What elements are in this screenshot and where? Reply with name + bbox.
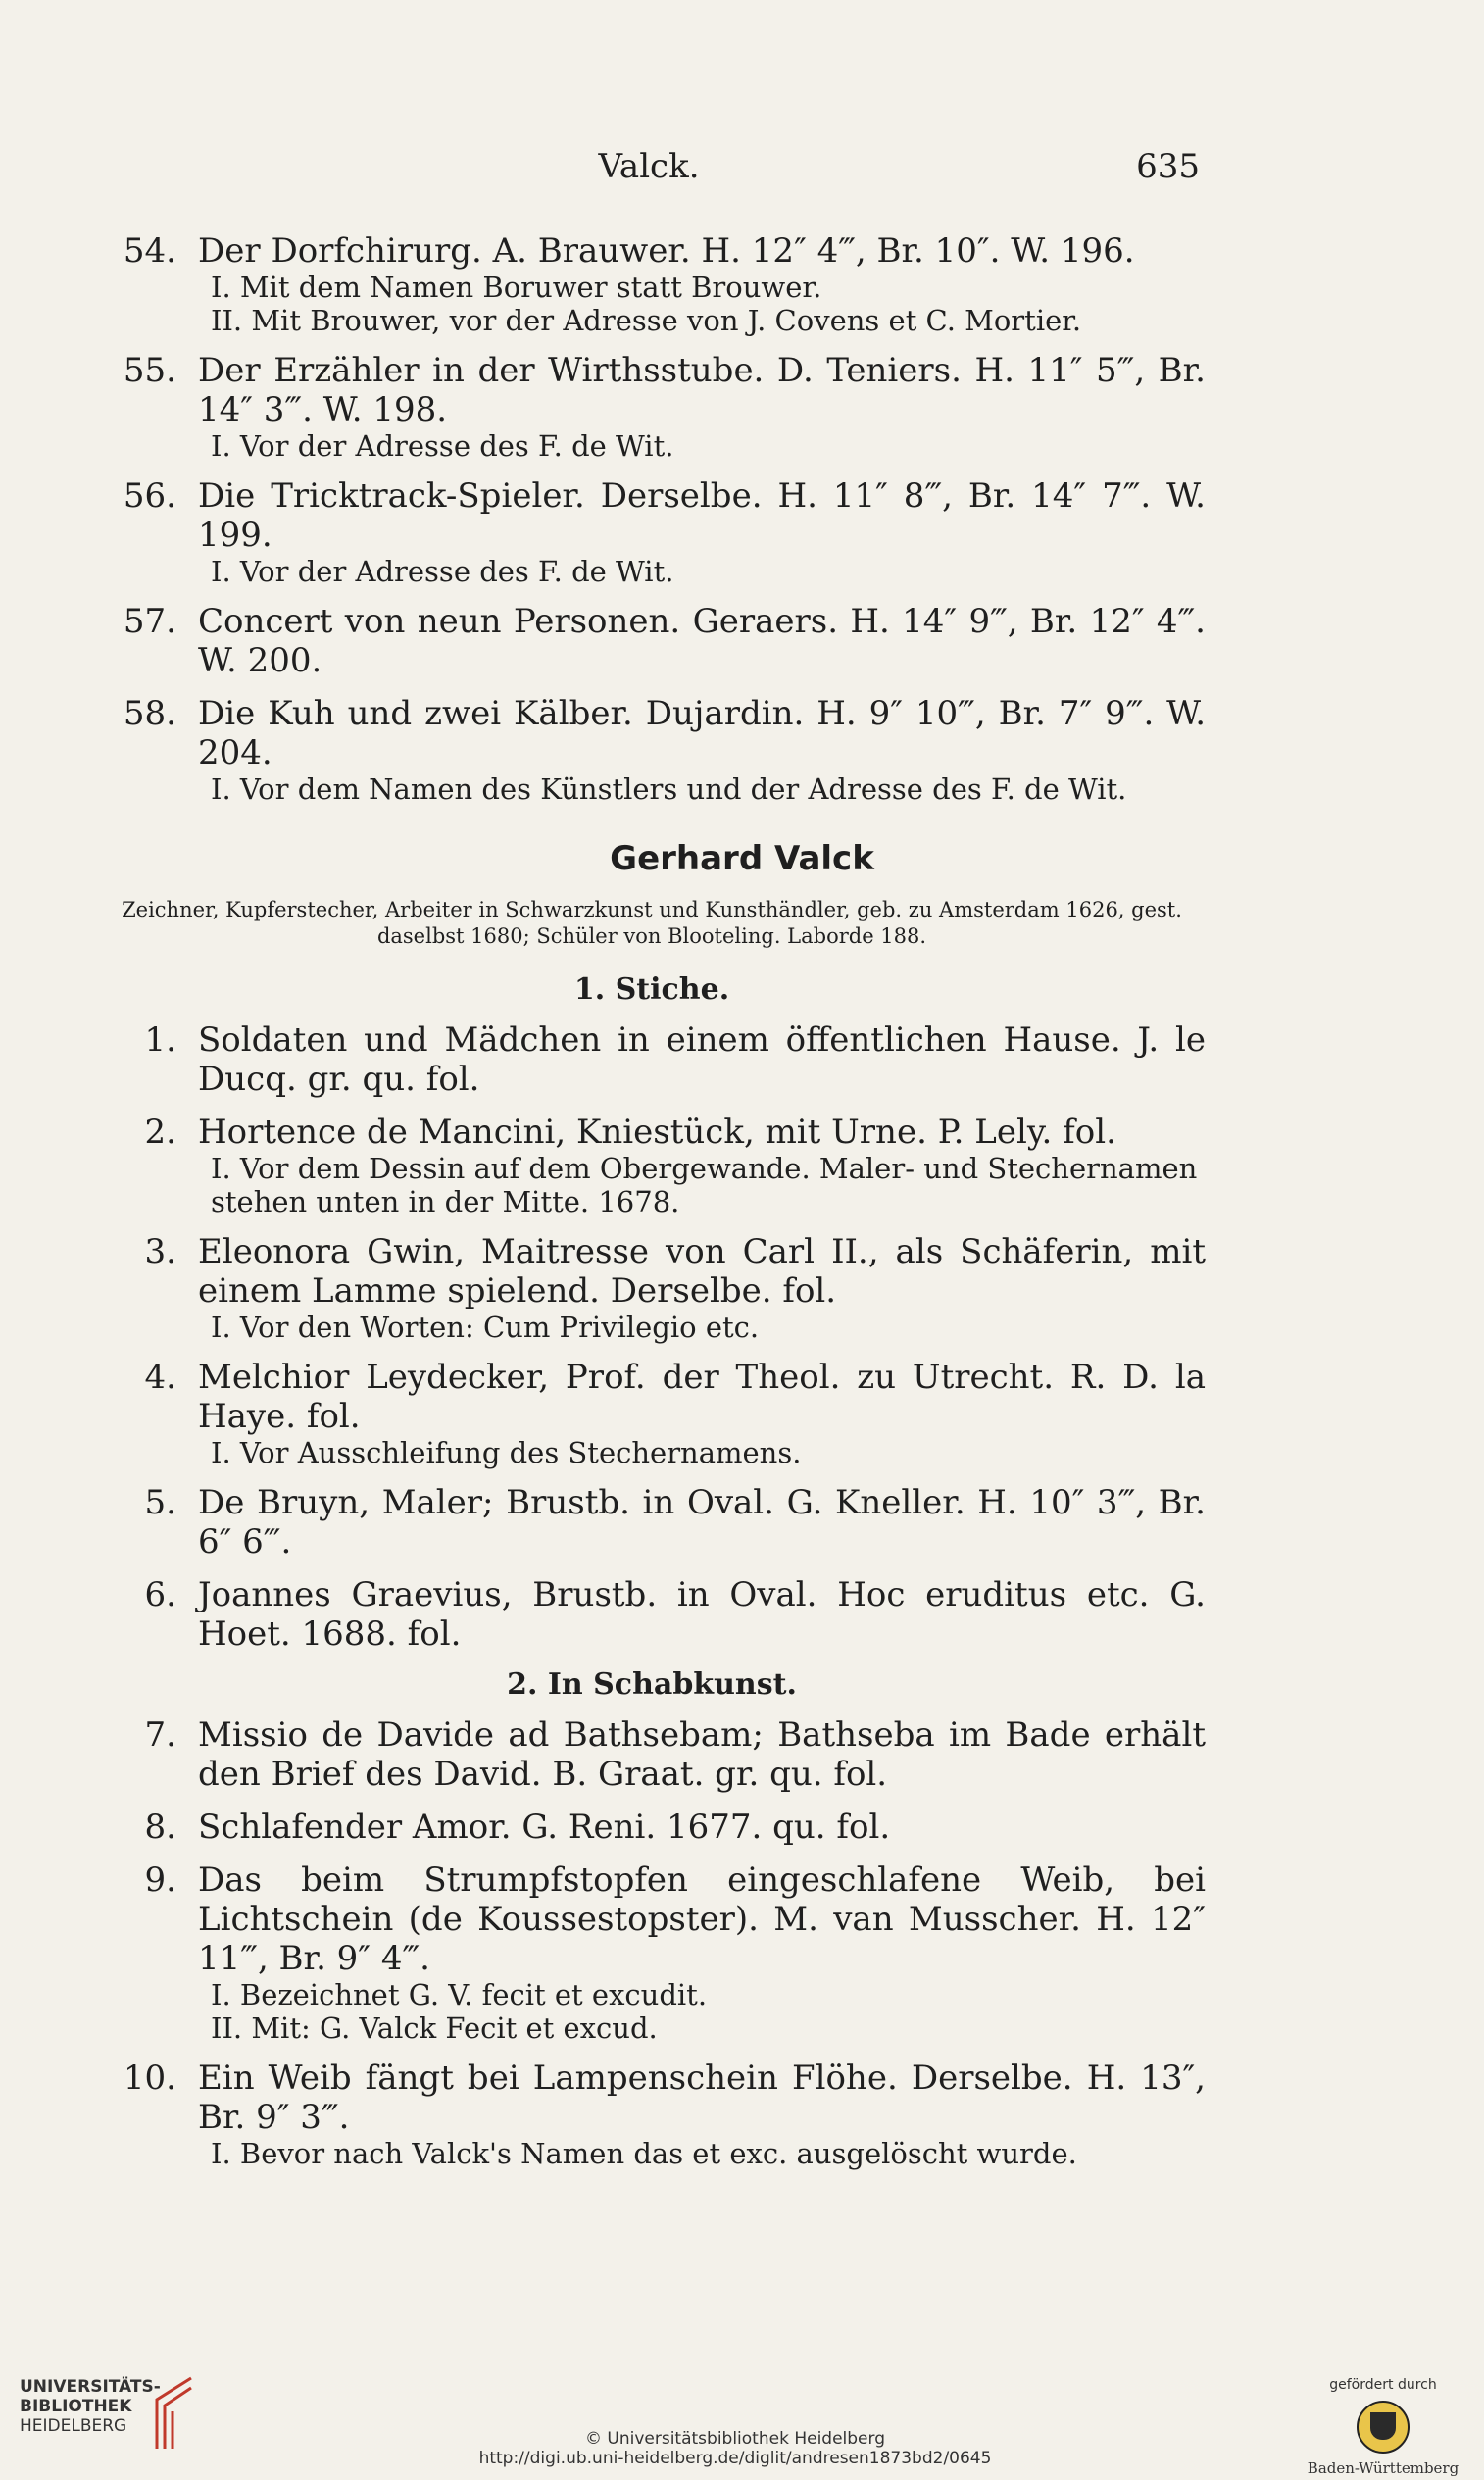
entry-line bbox=[98, 351, 1206, 429]
entry-number: 58. bbox=[123, 694, 176, 733]
entry-line bbox=[98, 1358, 1206, 1436]
entry-line bbox=[98, 476, 1206, 555]
entry-text: Die Kuh und zwei Kälber. Dujardin. H. 9″ 10‴, Br. 7″ 9‴. W. 204. bbox=[198, 694, 1206, 772]
entry-state: I. Vor dem Dessin auf dem Obergewande. Maler- und Stechernamen stehen unten in der Mitte. 1678. bbox=[211, 1152, 1198, 1218]
entry-line bbox=[98, 1575, 1206, 1654]
entry-number: 55. bbox=[123, 351, 176, 390]
entry-number: 4. bbox=[144, 1358, 176, 1397]
catalog-entry bbox=[98, 1358, 1206, 1469]
entry-state: I. Vor den Worten: Cum Privilegio etc. bbox=[211, 1311, 760, 1344]
funded-by-label: gefördert durch bbox=[1329, 2377, 1437, 2393]
entry-state: I. Bezeichnet G. V. fecit et excudit. bbox=[211, 1978, 708, 2011]
library-logo: UNIVERSITÄTS- BIBLIOTHEK HEIDELBERG bbox=[20, 2377, 161, 2436]
entry-text: Joannes Graevius, Brustb. in Oval. Hoc eruditus etc. G. Hoet. 1688. fol. bbox=[198, 1575, 1206, 1654]
entries-stiche bbox=[98, 1020, 1206, 1654]
subsection-schabkunst: 2. In Schabkunst. bbox=[507, 1667, 797, 1702]
catalog-entry bbox=[98, 1483, 1206, 1562]
footer-credit bbox=[392, 2429, 1078, 2468]
running-header bbox=[98, 147, 1200, 196]
entry-text: Die Tricktrack-Spieler. Derselbe. H. 11″ 8‴, Br. 14″ 7‴. W. 199. bbox=[198, 476, 1206, 555]
entry-text: Schlafender Amor. G. Reni. 1677. qu. fol. bbox=[198, 1808, 891, 1847]
catalog-entry bbox=[98, 2058, 1206, 2170]
coat-of-arms-icon bbox=[1357, 2401, 1410, 2454]
catalog-entry bbox=[98, 1808, 1206, 1847]
artist-bio: Zeichner, Kupferstecher, Arbeiter in Schwarzkunst und Kunsthändler, geb. zu Amsterdam 1626, gest. daselbst 1680; Schüler von Blooteling. Laborde 188. bbox=[122, 898, 1182, 948]
entry-line bbox=[98, 1483, 1206, 1562]
entry-state: I. Mit dem Namen Boruwer statt Brouwer. bbox=[211, 271, 822, 304]
entry-line bbox=[98, 1232, 1206, 1311]
catalog-entry bbox=[98, 1575, 1206, 1654]
state-label: Baden-Württemberg bbox=[1307, 2459, 1459, 2477]
catalog-entry bbox=[98, 351, 1206, 463]
entry-line bbox=[98, 231, 1206, 271]
entry-line bbox=[98, 1113, 1206, 1152]
entry-line bbox=[98, 1715, 1206, 1794]
catalog-entry bbox=[98, 1232, 1206, 1344]
entry-text: Hortence de Mancini, Kniestück, mit Urne. P. Lely. fol. bbox=[198, 1113, 1116, 1152]
entry-state: II. Mit Brouwer, vor der Adresse von J. Covens et C. Mortier. bbox=[211, 304, 1082, 337]
entry-text: Missio de Davide ad Bathsebam; Bathseba im Bade erhält den Brief des David. B. Graat. gr. qu. fol. bbox=[198, 1715, 1206, 1794]
catalog-entry bbox=[98, 694, 1206, 806]
entry-state: I. Vor der Adresse des F. de Wit. bbox=[211, 429, 674, 463]
entry-line bbox=[98, 602, 1206, 680]
entry-state: I. Bevor nach Valck's Namen das et exc. ausgelöscht wurde. bbox=[211, 2137, 1077, 2170]
entry-line bbox=[98, 1860, 1206, 1978]
entry-text: Concert von neun Personen. Geraers. H. 14″ 9‴, Br. 12″ 4‴. W. 200. bbox=[198, 602, 1206, 680]
entry-number: 7. bbox=[144, 1715, 176, 1755]
entry-text: Soldaten und Mädchen in einem öffentlichen Hause. J. le Ducq. gr. qu. fol. bbox=[198, 1020, 1206, 1099]
funding-note bbox=[1300, 2377, 1466, 2477]
library-emblem-icon bbox=[147, 2370, 202, 2455]
entry-line bbox=[98, 1808, 1206, 1847]
entry-number: 3. bbox=[144, 1232, 176, 1271]
entry-text: Eleonora Gwin, Maitresse von Carl II., als Schäferin, mit einem Lamme spielend. Derselbe. fol. bbox=[198, 1232, 1206, 1311]
entry-number: 8. bbox=[144, 1808, 176, 1847]
entry-state: I. Vor Ausschleifung des Stechernamens. bbox=[211, 1436, 802, 1469]
entry-number: 2. bbox=[144, 1113, 176, 1152]
entry-line bbox=[98, 2058, 1206, 2137]
section-title: Gerhard Valck bbox=[610, 839, 874, 878]
copyright-text: © Universitätsbibliothek Heidelberg bbox=[584, 2429, 885, 2449]
catalog-entry bbox=[98, 1715, 1206, 1794]
entry-number: 54. bbox=[123, 231, 176, 271]
entry-text: Der Dorfchirurg. A. Brauwer. H. 12″ 4‴, Br. 10″. W. 196. bbox=[198, 231, 1135, 271]
catalog-entry bbox=[98, 1020, 1206, 1099]
header-title: Valck. bbox=[598, 147, 700, 186]
entry-number: 9. bbox=[144, 1860, 176, 1900]
entry-state: I. Vor dem Namen des Künstlers und der Adresse des F. de Wit. bbox=[211, 772, 1127, 806]
catalog-entry bbox=[98, 602, 1206, 680]
entry-state: I. Vor der Adresse des F. de Wit. bbox=[211, 555, 674, 588]
entries-top bbox=[98, 231, 1206, 819]
page-number: 635 bbox=[1136, 147, 1200, 186]
catalog-entry bbox=[98, 1113, 1206, 1218]
entry-line bbox=[98, 1020, 1206, 1099]
entry-text: Melchior Leydecker, Prof. der Theol. zu Utrecht. R. D. la Haye. fol. bbox=[198, 1358, 1206, 1436]
entry-text: De Bruyn, Maler; Brustb. in Oval. G. Kneller. H. 10″ 3‴, Br. 6″ 6‴. bbox=[198, 1483, 1206, 1562]
entry-state: II. Mit: G. Valck Fecit et excud. bbox=[211, 2011, 658, 2045]
catalog-entry bbox=[98, 231, 1206, 337]
entry-line bbox=[98, 694, 1206, 772]
catalog-entry bbox=[98, 476, 1206, 588]
entry-number: 6. bbox=[144, 1575, 176, 1614]
entry-number: 5. bbox=[144, 1483, 176, 1522]
entries-schabkunst bbox=[98, 1715, 1206, 2170]
entry-text: Ein Weib fängt bei Lampenschein Flöhe. Derselbe. H. 13″, Br. 9″ 3‴. bbox=[198, 2058, 1206, 2137]
entry-number: 10. bbox=[123, 2058, 176, 2098]
entry-text: Der Erzähler in der Wirthsstube. D. Teniers. H. 11″ 5‴, Br. 14″ 3‴. W. 198. bbox=[198, 351, 1206, 429]
entry-number: 1. bbox=[144, 1020, 176, 1060]
entry-number: 57. bbox=[123, 602, 176, 641]
entries-lower bbox=[98, 968, 1206, 2184]
source-url[interactable]: http://digi.ub.uni-heidelberg.de/diglit/andresen1873bd2/0645 bbox=[478, 2449, 992, 2468]
entry-text: Das beim Strumpfstopfen eingeschlafene Weib, bei Lichtschein (de Koussestopster). M. van Musscher. H. 12″ 11‴, Br. 9″ 4‴. bbox=[198, 1860, 1206, 1978]
subsection-stiche: 1. Stiche. bbox=[573, 972, 730, 1007]
catalog-entry bbox=[98, 1860, 1206, 2045]
entry-number: 56. bbox=[123, 476, 176, 516]
